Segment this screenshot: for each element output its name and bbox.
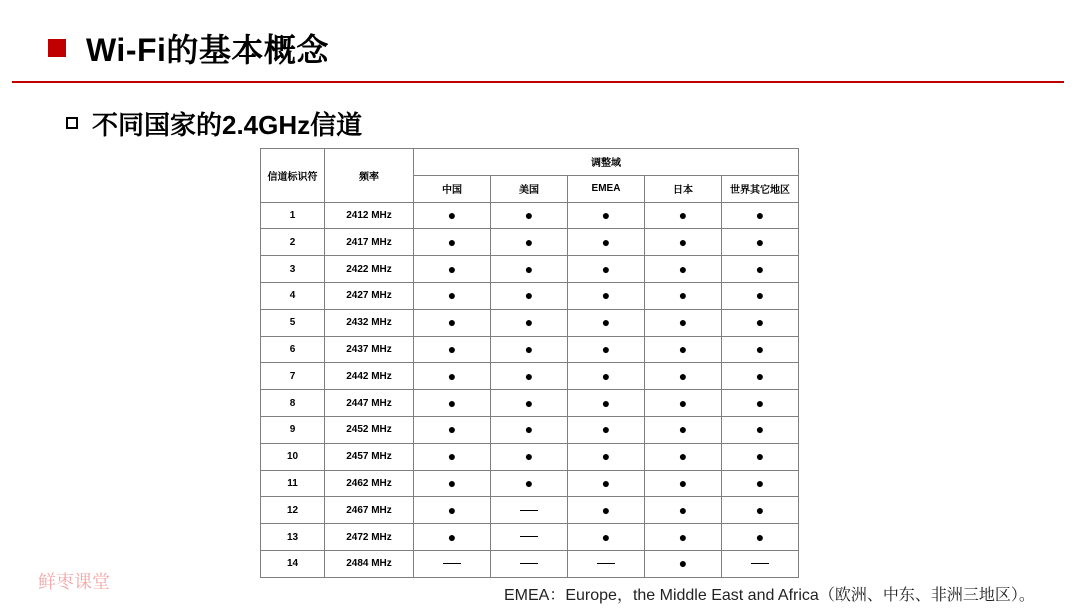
availability-cell <box>722 470 799 497</box>
table-row <box>261 336 799 363</box>
available-dot-icon: ● <box>678 474 688 491</box>
availability-cell <box>491 390 568 417</box>
available-dot-icon: ● <box>755 367 765 384</box>
unavailable-dash-icon <box>520 536 538 537</box>
availability-cell <box>414 363 491 390</box>
frequency-cell: 2422 MHz <box>325 256 414 283</box>
header-region: 美国 <box>491 175 568 202</box>
availability-cell <box>568 470 645 497</box>
availability-cell <box>491 550 568 577</box>
available-dot-icon: ● <box>447 367 457 384</box>
section-heading <box>66 106 362 140</box>
available-dot-icon: ● <box>755 394 765 411</box>
table-row <box>261 282 799 309</box>
available-dot-icon: ● <box>678 555 688 572</box>
availability-cell <box>491 470 568 497</box>
available-dot-icon: ● <box>678 394 688 411</box>
availability-cell <box>414 497 491 524</box>
available-dot-icon: ● <box>678 340 688 357</box>
available-dot-icon: ● <box>524 474 534 491</box>
available-dot-icon: ● <box>755 340 765 357</box>
available-dot-icon: ● <box>755 528 765 545</box>
availability-cell <box>491 229 568 256</box>
available-dot-icon: ● <box>447 394 457 411</box>
channel-cell: 8 <box>261 390 325 417</box>
available-dot-icon: ● <box>524 448 534 465</box>
available-dot-icon: ● <box>755 233 765 250</box>
available-dot-icon: ● <box>678 528 688 545</box>
available-dot-icon: ● <box>678 448 688 465</box>
availability-cell <box>645 550 722 577</box>
header-frequency: 频率 <box>325 149 414 203</box>
availability-cell <box>722 336 799 363</box>
frequency-cell: 2427 MHz <box>325 282 414 309</box>
available-dot-icon: ● <box>755 421 765 438</box>
unavailable-dash-icon <box>597 563 615 564</box>
availability-cell <box>722 363 799 390</box>
available-dot-icon: ● <box>601 448 611 465</box>
availability-cell <box>414 390 491 417</box>
availability-cell <box>722 497 799 524</box>
availability-cell <box>722 202 799 229</box>
frequency-cell: 2432 MHz <box>325 309 414 336</box>
table-row <box>261 497 799 524</box>
availability-cell <box>568 363 645 390</box>
table-row <box>261 229 799 256</box>
available-dot-icon: ● <box>447 448 457 465</box>
availability-cell <box>645 524 722 551</box>
available-dot-icon: ● <box>447 340 457 357</box>
table-row <box>261 470 799 497</box>
availability-cell <box>645 229 722 256</box>
frequency-cell: 2472 MHz <box>325 524 414 551</box>
channel-cell: 12 <box>261 497 325 524</box>
frequency-cell: 2442 MHz <box>325 363 414 390</box>
available-dot-icon: ● <box>447 287 457 304</box>
table-row <box>261 416 799 443</box>
availability-cell <box>414 309 491 336</box>
available-dot-icon: ● <box>601 206 611 223</box>
available-dot-icon: ● <box>601 421 611 438</box>
availability-cell <box>722 229 799 256</box>
available-dot-icon: ● <box>678 206 688 223</box>
available-dot-icon: ● <box>601 394 611 411</box>
availability-cell <box>414 336 491 363</box>
header-region: EMEA <box>568 175 645 202</box>
available-dot-icon: ● <box>678 233 688 250</box>
availability-cell <box>491 363 568 390</box>
table-row <box>261 256 799 283</box>
availability-cell <box>645 416 722 443</box>
available-dot-icon: ● <box>524 260 534 277</box>
availability-cell <box>414 470 491 497</box>
availability-cell <box>645 497 722 524</box>
availability-cell <box>722 416 799 443</box>
available-dot-icon: ● <box>447 233 457 250</box>
availability-cell <box>414 282 491 309</box>
channel-cell: 2 <box>261 229 325 256</box>
available-dot-icon: ● <box>524 206 534 223</box>
frequency-cell: 2457 MHz <box>325 443 414 470</box>
available-dot-icon: ● <box>524 314 534 331</box>
availability-cell <box>645 309 722 336</box>
available-dot-icon: ● <box>755 314 765 331</box>
header-region: 中国 <box>414 175 491 202</box>
unavailable-dash-icon <box>520 510 538 511</box>
available-dot-icon: ● <box>447 260 457 277</box>
title-bullet-square <box>48 39 66 57</box>
availability-cell <box>491 497 568 524</box>
available-dot-icon: ● <box>601 260 611 277</box>
availability-cell <box>568 390 645 417</box>
availability-cell <box>722 524 799 551</box>
availability-cell <box>491 416 568 443</box>
channel-table <box>260 148 799 578</box>
header-regulatory-domain: 调整域 <box>414 149 799 176</box>
availability-cell <box>722 443 799 470</box>
available-dot-icon: ● <box>601 314 611 331</box>
availability-cell <box>414 524 491 551</box>
table-row <box>261 390 799 417</box>
available-dot-icon: ● <box>601 287 611 304</box>
unavailable-dash-icon <box>751 563 769 564</box>
frequency-cell: 2452 MHz <box>325 416 414 443</box>
square-bullet-icon <box>66 117 78 129</box>
availability-cell <box>491 202 568 229</box>
table-row <box>261 550 799 577</box>
available-dot-icon: ● <box>447 314 457 331</box>
availability-cell <box>722 550 799 577</box>
available-dot-icon: ● <box>755 474 765 491</box>
available-dot-icon: ● <box>447 421 457 438</box>
availability-cell <box>568 497 645 524</box>
channel-cell: 13 <box>261 524 325 551</box>
channel-cell: 1 <box>261 202 325 229</box>
footnote: EMEA：Europe，the Middle East and Africa（欧洲、中东、非洲三地区）。 <box>504 587 1035 604</box>
available-dot-icon: ● <box>678 314 688 331</box>
table-row <box>261 524 799 551</box>
availability-cell <box>414 256 491 283</box>
frequency-cell: 2484 MHz <box>325 550 414 577</box>
table-row <box>261 363 799 390</box>
availability-cell <box>645 282 722 309</box>
frequency-cell: 2467 MHz <box>325 497 414 524</box>
available-dot-icon: ● <box>524 394 534 411</box>
table-row <box>261 309 799 336</box>
available-dot-icon: ● <box>755 206 765 223</box>
available-dot-icon: ● <box>447 501 457 518</box>
available-dot-icon: ● <box>447 206 457 223</box>
table-row <box>261 443 799 470</box>
available-dot-icon: ● <box>755 260 765 277</box>
availability-cell <box>491 443 568 470</box>
header-region: 世界其它地区 <box>722 175 799 202</box>
available-dot-icon: ● <box>678 501 688 518</box>
availability-cell <box>722 256 799 283</box>
channel-cell: 4 <box>261 282 325 309</box>
availability-cell <box>568 416 645 443</box>
availability-cell <box>722 309 799 336</box>
available-dot-icon: ● <box>447 474 457 491</box>
available-dot-icon: ● <box>678 421 688 438</box>
available-dot-icon: ● <box>524 421 534 438</box>
frequency-cell: 2447 MHz <box>325 390 414 417</box>
available-dot-icon: ● <box>524 287 534 304</box>
table-row <box>261 202 799 229</box>
channel-cell: 6 <box>261 336 325 363</box>
section-heading-text: 不同国家的2.4GHz信道 <box>92 109 363 140</box>
availability-cell <box>568 309 645 336</box>
available-dot-icon: ● <box>601 528 611 545</box>
available-dot-icon: ● <box>601 233 611 250</box>
availability-cell <box>491 336 568 363</box>
available-dot-icon: ● <box>601 340 611 357</box>
availability-cell <box>491 309 568 336</box>
availability-cell <box>414 229 491 256</box>
available-dot-icon: ● <box>524 233 534 250</box>
availability-cell <box>645 470 722 497</box>
channel-cell: 10 <box>261 443 325 470</box>
availability-cell <box>645 363 722 390</box>
header-region: 日本 <box>645 175 722 202</box>
availability-cell <box>414 202 491 229</box>
channel-cell: 3 <box>261 256 325 283</box>
frequency-cell: 2437 MHz <box>325 336 414 363</box>
availability-cell <box>568 202 645 229</box>
available-dot-icon: ● <box>755 448 765 465</box>
availability-cell <box>568 336 645 363</box>
available-dot-icon: ● <box>755 287 765 304</box>
slide-title-bar <box>48 26 329 70</box>
available-dot-icon: ● <box>678 367 688 384</box>
availability-cell <box>568 550 645 577</box>
availability-cell <box>645 256 722 283</box>
available-dot-icon: ● <box>601 474 611 491</box>
channel-cell: 11 <box>261 470 325 497</box>
frequency-cell: 2412 MHz <box>325 202 414 229</box>
availability-cell <box>491 282 568 309</box>
available-dot-icon: ● <box>678 287 688 304</box>
availability-cell <box>568 256 645 283</box>
availability-cell <box>568 524 645 551</box>
available-dot-icon: ● <box>524 367 534 384</box>
availability-cell <box>568 282 645 309</box>
availability-cell <box>568 229 645 256</box>
availability-cell <box>568 443 645 470</box>
available-dot-icon: ● <box>755 501 765 518</box>
availability-cell <box>645 390 722 417</box>
availability-cell <box>414 443 491 470</box>
channel-table-body <box>261 202 799 577</box>
channel-cell: 7 <box>261 363 325 390</box>
available-dot-icon: ● <box>524 340 534 357</box>
header-channel: 信道标识符 <box>261 149 325 203</box>
channel-cell: 14 <box>261 550 325 577</box>
availability-cell <box>645 443 722 470</box>
availability-cell <box>414 550 491 577</box>
title-divider <box>12 81 1064 83</box>
availability-cell <box>722 282 799 309</box>
availability-cell <box>722 390 799 417</box>
channel-cell: 9 <box>261 416 325 443</box>
available-dot-icon: ● <box>601 501 611 518</box>
slide-title: Wi-Fi的基本概念 <box>86 32 329 68</box>
watermark-text: 鲜枣课堂 <box>38 572 110 592</box>
unavailable-dash-icon <box>520 563 538 564</box>
availability-cell <box>491 256 568 283</box>
availability-cell <box>491 524 568 551</box>
available-dot-icon: ● <box>447 528 457 545</box>
channel-cell: 5 <box>261 309 325 336</box>
availability-cell <box>414 416 491 443</box>
available-dot-icon: ● <box>601 367 611 384</box>
availability-cell <box>645 336 722 363</box>
frequency-cell: 2417 MHz <box>325 229 414 256</box>
availability-cell <box>645 202 722 229</box>
available-dot-icon: ● <box>678 260 688 277</box>
unavailable-dash-icon <box>443 563 461 564</box>
frequency-cell: 2462 MHz <box>325 470 414 497</box>
